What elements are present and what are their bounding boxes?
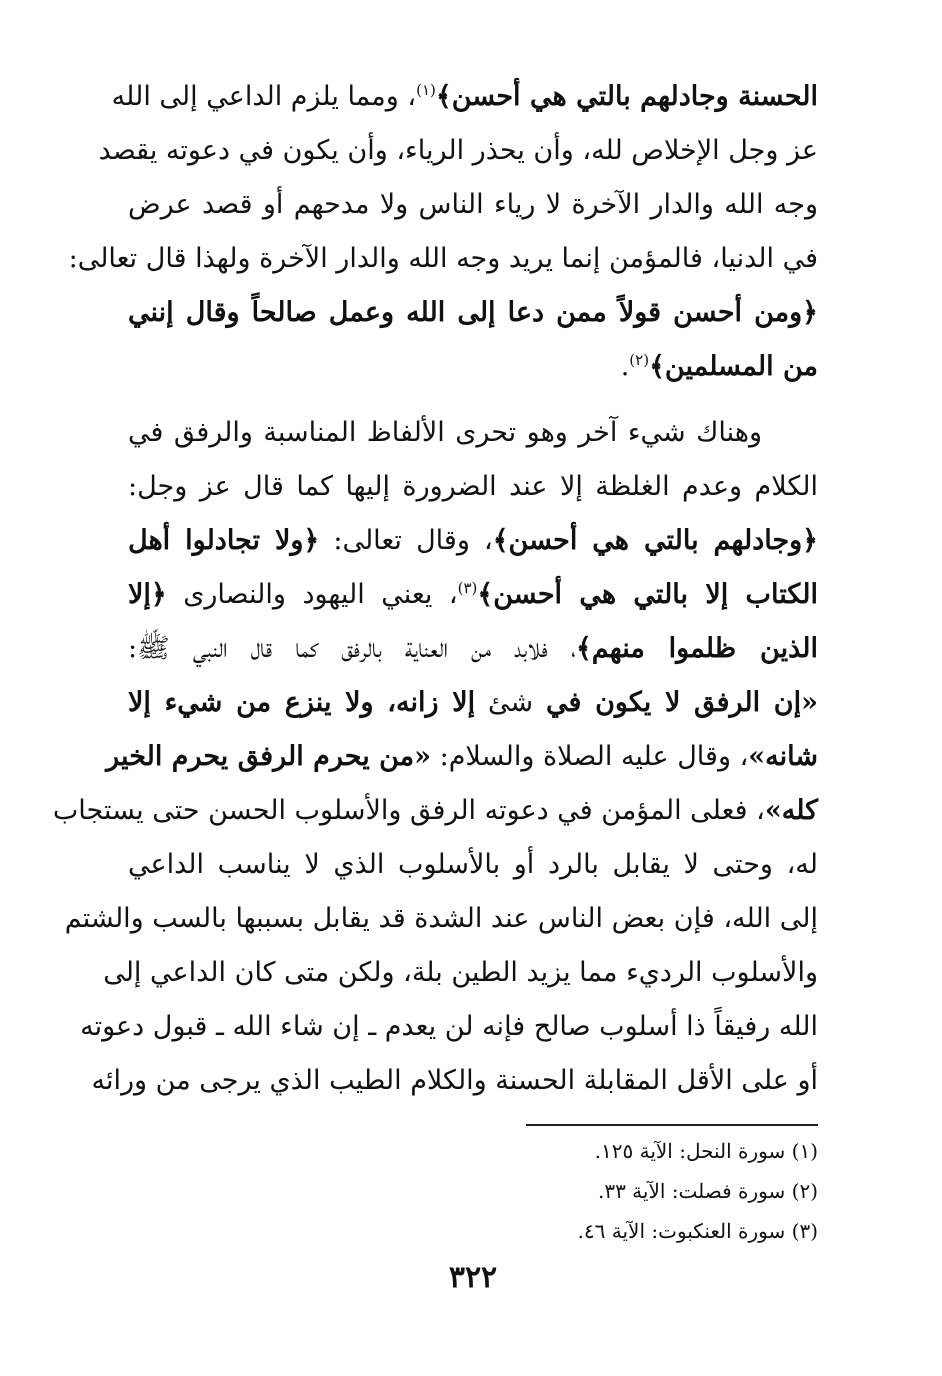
paragraph-start-line-7: وهناك شيء آخر وهو تحرى الألفاظ المناسبة والرفق في: [128, 417, 762, 448]
text-run: ، فعلى المؤمن في دعوته الرفق والأسلوب الحسن حتى يستجاب: [52, 795, 765, 826]
footnote-1: (١) سورة النحل: الآية ١٢٥.: [594, 1139, 818, 1163]
text-run: ، يعني اليهود والنصارى: [166, 579, 458, 610]
hadith-quote: «إن الرفق لا يكون في: [545, 687, 818, 718]
hadith-quote: شانه»: [748, 741, 818, 772]
footnote-ref: (١): [416, 81, 436, 99]
book-page: [52, 70, 818, 1330]
footnote-separator: [526, 1124, 818, 1126]
hadith-quote: إلا زانه، ولا ينزع من شيء إلا: [128, 687, 476, 718]
quran-quote: الحسنة وجادلهم بالتي هي أحسن﴾: [435, 81, 818, 112]
text-line-15: له، وحتى لا يقابل بالرد أو بالأسلوب الذي لا يناسب الداعي: [128, 849, 818, 880]
text-line-3: وجه الله والدار الآخرة لا رياء الناس ولا مدحهم أو قصد عرض: [128, 189, 818, 220]
text-line-2: عز وجل الإخلاص لله، وأن يحذر الرياء، وأن يكون في دعوته يقصد: [98, 135, 818, 166]
quran-quote-line-5: ﴿ومن أحسن قولاً ممن دعا إلى الله وعمل صالحاً وقال إنني: [128, 297, 818, 328]
quran-quote: ﴿إلا: [128, 579, 167, 610]
text-run: .: [620, 351, 630, 382]
text-run: شئ: [475, 687, 546, 718]
quran-quote: الذين ظلموا منهم﴾: [575, 633, 818, 664]
footnote-ref: (٣): [457, 579, 478, 597]
footnote-2: (٢) سورة فصلت: الآية ٣٣.: [597, 1179, 818, 1203]
text-line-11: [128, 622, 818, 676]
text-line-12: [128, 676, 818, 730]
hadith-quote: «من يحرم الرفق يحرم الخير: [106, 741, 432, 772]
text-line-13: [106, 730, 818, 784]
quran-quote: ﴿وجادلهم بالتي هي أحسن﴾: [492, 525, 818, 556]
quran-quote: ﴿ولا تجادلوا أهل: [128, 525, 320, 556]
text-line-8: الكلام وعدم الغلظة إلا عند الضرورة إليها كما قال عز وجل:: [128, 471, 818, 502]
text-line-14: [52, 784, 818, 838]
quran-quote: من المسلمين﴾: [649, 351, 818, 382]
text-line-6: [128, 340, 818, 394]
text-line-19: أو على الأقل المقابلة الحسنة والكلام الطيب الذي يرجى من ورائه: [91, 1065, 818, 1096]
text-line-9: [128, 514, 818, 568]
text-line-16: إلى الله، فإن بعض الناس عند الشدة قد يقابل بسببها بالسب والشتم: [64, 903, 818, 934]
footnote-ref: (٢): [629, 351, 650, 369]
text-line-4: في الدنيا، فالمؤمن إنما يريد وجه الله والدار الآخرة ولهذا قال تعالى:: [68, 243, 818, 274]
quran-quote: الكتاب إلا بالتي هي أحسن﴾: [477, 579, 818, 610]
text-line-10: [128, 568, 818, 622]
text-line-17: والأسلوب الرديء مما يزيد الطين بلة، ولكن متى كان الداعي إلى: [103, 957, 818, 988]
text-run: ، فلابد من العناية بالرفق كما قال النبي ﷺ:: [128, 633, 576, 664]
page-number: ٣٢٢: [448, 1260, 498, 1295]
text-run: ، وقال تعالى:: [319, 525, 493, 556]
footnote-3: (٣) سورة العنكبوت: الآية ٤٦.: [577, 1219, 818, 1243]
text-line-18: الله رفيقاً ذا أسلوب صالح فإنه لن يعدم ـ إن شاء الله ـ قبول دعوته: [80, 1011, 818, 1042]
text-line-1: [111, 70, 818, 124]
text-run: ، وقال عليه الصلاة والسلام:: [431, 741, 749, 772]
text-run: ، ومما يلزم الداعي إلى الله: [111, 81, 417, 112]
hadith-quote: كله»: [764, 795, 818, 826]
